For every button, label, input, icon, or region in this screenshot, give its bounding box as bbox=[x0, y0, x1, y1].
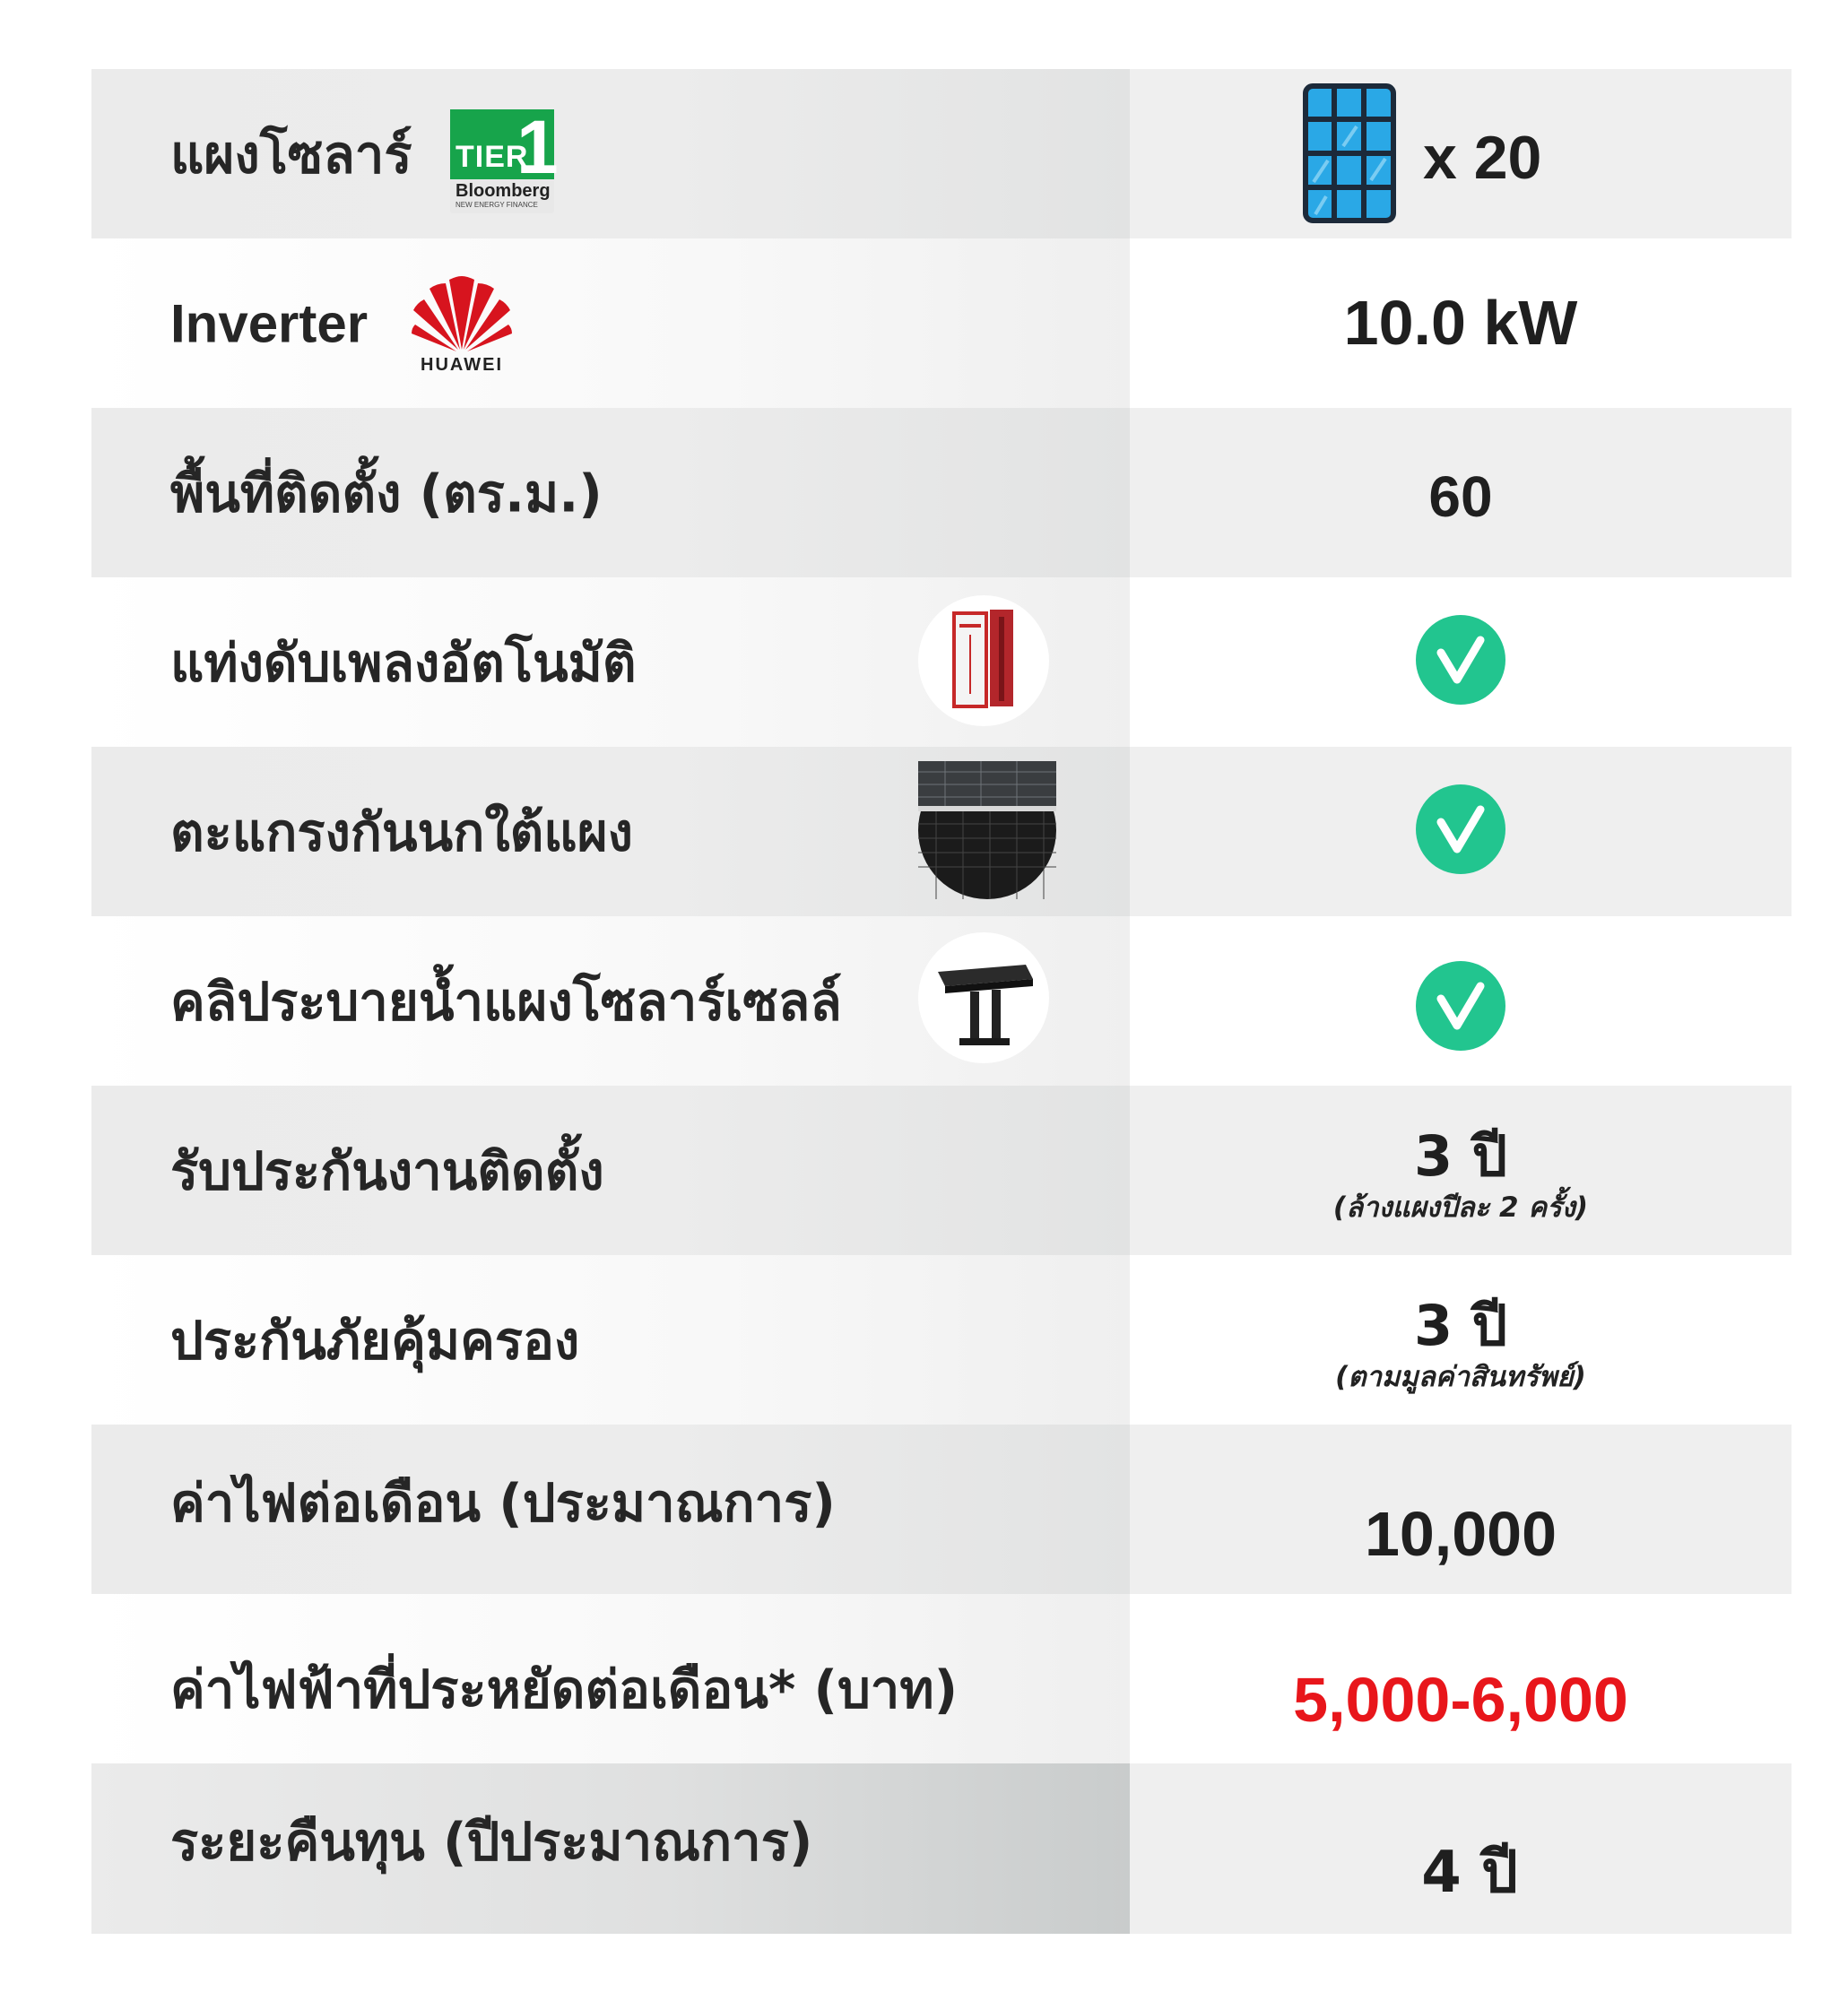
row-value-cell bbox=[1130, 747, 1792, 916]
table-row-install-area bbox=[91, 408, 1792, 577]
tier-brand: Bloomberg bbox=[455, 181, 551, 201]
table-row-payback bbox=[91, 1763, 1792, 1934]
row-label: ตะแกรงกันนกใต้แผง bbox=[170, 801, 633, 862]
row-label: Inverter bbox=[170, 293, 369, 353]
spec-table bbox=[91, 69, 1792, 1934]
table-row-insurance bbox=[91, 1255, 1792, 1425]
table-row-install-warranty bbox=[91, 1086, 1792, 1255]
row-label-cell bbox=[91, 1255, 1130, 1425]
water-drain-clip-icon bbox=[918, 932, 1049, 1063]
bird-mesh-icon bbox=[918, 761, 1056, 899]
inverter-power-value: 10.0 kW bbox=[1343, 288, 1578, 358]
insurance-note: (ตามมูลค่าสินทรัพย์) bbox=[1335, 1361, 1586, 1393]
check-icon bbox=[1416, 784, 1505, 874]
row-value-cell bbox=[1130, 1425, 1792, 1594]
huawei-logo-icon bbox=[410, 274, 514, 378]
row-value-cell bbox=[1130, 577, 1792, 747]
row-label-cell bbox=[91, 69, 1130, 238]
monthly-savings-value: 5,000-6,000 bbox=[1293, 1665, 1628, 1735]
row-label: คลิประบายน้ำแผงโซลาร์เซลล์ bbox=[170, 971, 842, 1032]
check-icon bbox=[1416, 961, 1505, 1051]
row-label-cell bbox=[91, 747, 1130, 916]
row-label: พื้นที่ติดตั้ง (ตร.ม.) bbox=[170, 463, 603, 524]
install-warranty-note: (ล้างแผงปีละ 2 ครั้ง) bbox=[1332, 1191, 1589, 1224]
payback-value: 4 ปี bbox=[1421, 1840, 1518, 1906]
table-row-fire-extinguisher bbox=[91, 577, 1792, 747]
row-label-cell bbox=[91, 1763, 1130, 1934]
table-row-monthly-savings bbox=[91, 1594, 1792, 1763]
row-label-cell bbox=[91, 577, 1130, 747]
tier1-bloomberg-badge-icon bbox=[450, 105, 559, 213]
row-value-cell bbox=[1130, 1255, 1792, 1425]
table-row-monthly-bill bbox=[91, 1425, 1792, 1594]
row-value-cell bbox=[1130, 408, 1792, 577]
row-label-cell bbox=[91, 238, 1130, 408]
huawei-logo-text: HUAWEI bbox=[421, 355, 503, 375]
install-area-value: 60 bbox=[1428, 464, 1493, 529]
table-row-inverter bbox=[91, 238, 1792, 408]
row-label-cell bbox=[91, 1594, 1130, 1763]
row-label: ระยะคืนทุน (ปีประมาณการ) bbox=[170, 1811, 813, 1873]
row-value-cell bbox=[1130, 1763, 1792, 1934]
row-value-cell bbox=[1130, 1086, 1792, 1255]
row-label-cell bbox=[91, 408, 1130, 577]
solar-quantity bbox=[1303, 83, 1679, 227]
row-label: แผงโซลาร์ bbox=[170, 124, 412, 185]
row-label: ค่าไฟต่อเดือน (ประมาณการ) bbox=[170, 1472, 836, 1534]
row-value-cell bbox=[1130, 238, 1792, 408]
insurance-value: 3 ปี bbox=[1413, 1293, 1508, 1358]
solar-panel-icon bbox=[1303, 83, 1396, 223]
fire-extinguisher-stick-icon bbox=[918, 595, 1049, 726]
row-label: ค่าไฟฟ้าที่ประหยัดต่อเดือน* (บาท) bbox=[170, 1659, 959, 1720]
monthly-bill-value: 10,000 bbox=[1364, 1499, 1557, 1569]
panel-count: x 20 bbox=[1423, 124, 1542, 192]
row-label-cell bbox=[91, 916, 1130, 1086]
tier-subtitle: NEW ENERGY FINANCE bbox=[455, 201, 538, 209]
row-value-cell bbox=[1130, 916, 1792, 1086]
row-value-cell bbox=[1130, 1594, 1792, 1763]
install-warranty-value: 3 ปี bbox=[1413, 1123, 1508, 1189]
table-row-drain-clip bbox=[91, 916, 1792, 1086]
row-label: ประกันภัยคุ้มครอง bbox=[170, 1310, 580, 1371]
row-label-cell bbox=[91, 1086, 1130, 1255]
table-row-bird-mesh bbox=[91, 747, 1792, 916]
row-value-cell bbox=[1130, 69, 1792, 238]
table-row-solar-panel bbox=[91, 69, 1792, 238]
tier-text: TIER bbox=[455, 140, 529, 174]
tier-number: 1 bbox=[516, 105, 559, 189]
row-label: รับประกันงานติดตั้ง bbox=[170, 1140, 604, 1201]
row-label: แท่งดับเพลงอัตโนมัติ bbox=[170, 632, 637, 693]
check-icon bbox=[1416, 615, 1505, 705]
row-label-cell bbox=[91, 1425, 1130, 1594]
